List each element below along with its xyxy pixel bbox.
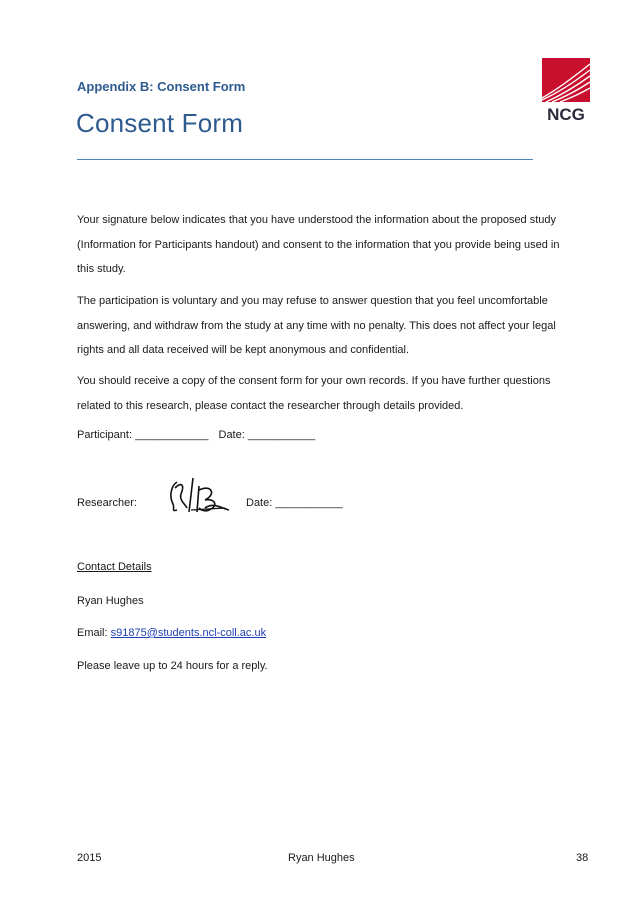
email-label: Email: (77, 627, 111, 639)
appendix-title: Appendix B: Consent Form (77, 79, 246, 94)
participant-signature-line (77, 429, 315, 441)
reply-note: Please leave up to 24 hours for a reply. (77, 660, 268, 672)
footer-year: 2015 (77, 852, 102, 864)
participant-date: Date: ___________ (218, 429, 316, 441)
title-divider (77, 159, 533, 160)
participant-label: Participant: ____________ (77, 429, 209, 441)
consent-paragraph-3: You should receive a copy of the consent form for your own records. If you have further questions related to this research, please contact the researcher through details provided. (77, 375, 551, 412)
page-title: Consent Form (76, 108, 244, 138)
logo-text: NCG (547, 105, 585, 124)
researcher-signature-image (165, 472, 235, 518)
footer-page-number: 38 (576, 852, 589, 864)
contact-email-line (77, 627, 266, 639)
footer-author: Ryan Hughes (288, 852, 355, 864)
ncg-logo (540, 58, 592, 124)
researcher-label: Researcher: (77, 497, 137, 509)
researcher-date: Date: ___________ (246, 497, 343, 509)
email-link[interactable]: s91875@students.ncl-coll.ac.uk (110, 627, 267, 639)
consent-paragraph-1: Your signature below indicates that you have understood the information about the proposed study (Information for Participants handout) and consent to the information that you provide being used in this study. (77, 214, 560, 275)
consent-paragraph-2: The participation is voluntary and you may refuse to answer question that you feel uncomfortable answering, and withdraw from the study at any time with no penalty. This does not affect your legal rights and all data received will be kept anonymous and confidential. (77, 295, 556, 356)
contact-name: Ryan Hughes (77, 595, 144, 607)
contact-details-heading: Contact Details (77, 561, 152, 573)
